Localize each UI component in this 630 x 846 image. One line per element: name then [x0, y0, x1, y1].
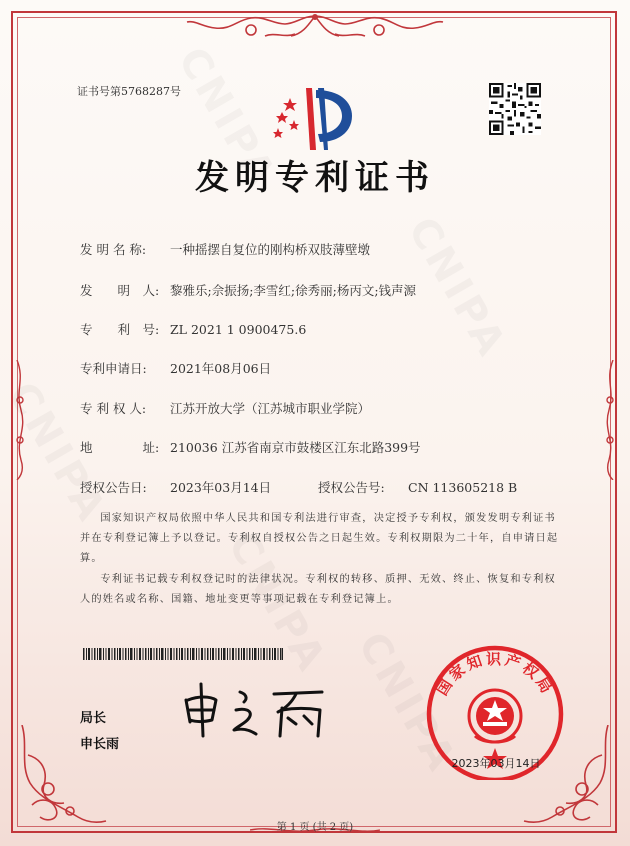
inventors-value: 黎雅乐;佘振扬;李雪红;徐秀丽;杨丙文;钱声源	[170, 283, 417, 298]
address-row	[80, 438, 421, 456]
inventors-label: 发 明 人:	[80, 283, 160, 298]
grant-number-value: CN 113605218 B	[408, 480, 518, 495]
invention-name-row	[80, 240, 370, 258]
patentee-row	[80, 399, 370, 417]
cnipa-logo-icon	[268, 84, 368, 156]
grant-date-row	[80, 478, 271, 496]
grant-date-label: 授权公告日:	[80, 480, 147, 495]
legal-status-paragraph: 专利证书记载专利权登记时的法律状况。专利权的转移、质押、无效、终止、恢复和专利权人的姓名或名称、国籍、地址变更等事项记载在专利登记簿上。	[80, 574, 556, 605]
director-signature	[182, 678, 332, 738]
document-title: 发明专利证书	[195, 158, 435, 198]
patentee-label: 专 利 权 人:	[80, 401, 147, 416]
address-label: 地 址:	[80, 440, 160, 455]
grant-date-value: 2023年03月14日	[170, 480, 272, 495]
filing-date-label: 专利申请日:	[80, 361, 147, 376]
grant-statement-paragraph: 国家知识产权局依照中华人民共和国专利法进行审查，决定授予专利权，颁发发明专利证书并在专利登记簿上予以登记。专利权自授权公告之日起生效。专利权期限为二十年，自申请日起算。	[80, 513, 559, 564]
svg-text:国家知识产权局: 国家知识产权局	[432, 650, 558, 699]
address-value: 210036 江苏省南京市鼓楼区江东北路399号	[170, 440, 421, 455]
seal-date: 2023年03月14日	[451, 757, 541, 770]
director-name: 申长雨	[80, 737, 120, 752]
invention-name-value: 一种摇摆自复位的刚构桥双肢薄壁墩	[170, 242, 371, 257]
director-title: 局长	[80, 711, 107, 726]
patent-number-row	[80, 320, 306, 338]
patent-number-label: 专 利 号:	[80, 322, 160, 337]
invention-name-label: 发 明 名 称:	[80, 242, 147, 257]
right-ornament	[603, 360, 617, 480]
grant-number-label: 授权公告号:	[318, 480, 385, 495]
filing-date-value: 2021年08月06日	[170, 361, 272, 376]
page-number: 第 1 页 (共 2 页)	[276, 822, 354, 833]
patentee-value: 江苏开放大学（江苏城市职业学院）	[170, 401, 371, 416]
grant-number-row	[318, 478, 517, 496]
national-emblem-icon	[469, 690, 521, 742]
certificate-number: 证书号第5768287号	[77, 85, 181, 98]
barcode-icon	[83, 648, 283, 660]
qr-code-icon	[489, 83, 541, 135]
patent-number-value: ZL 2021 1 0900475.6	[170, 322, 307, 337]
top-ornament	[185, 12, 445, 42]
inventors-row	[80, 281, 416, 299]
filing-date-row	[80, 359, 271, 377]
